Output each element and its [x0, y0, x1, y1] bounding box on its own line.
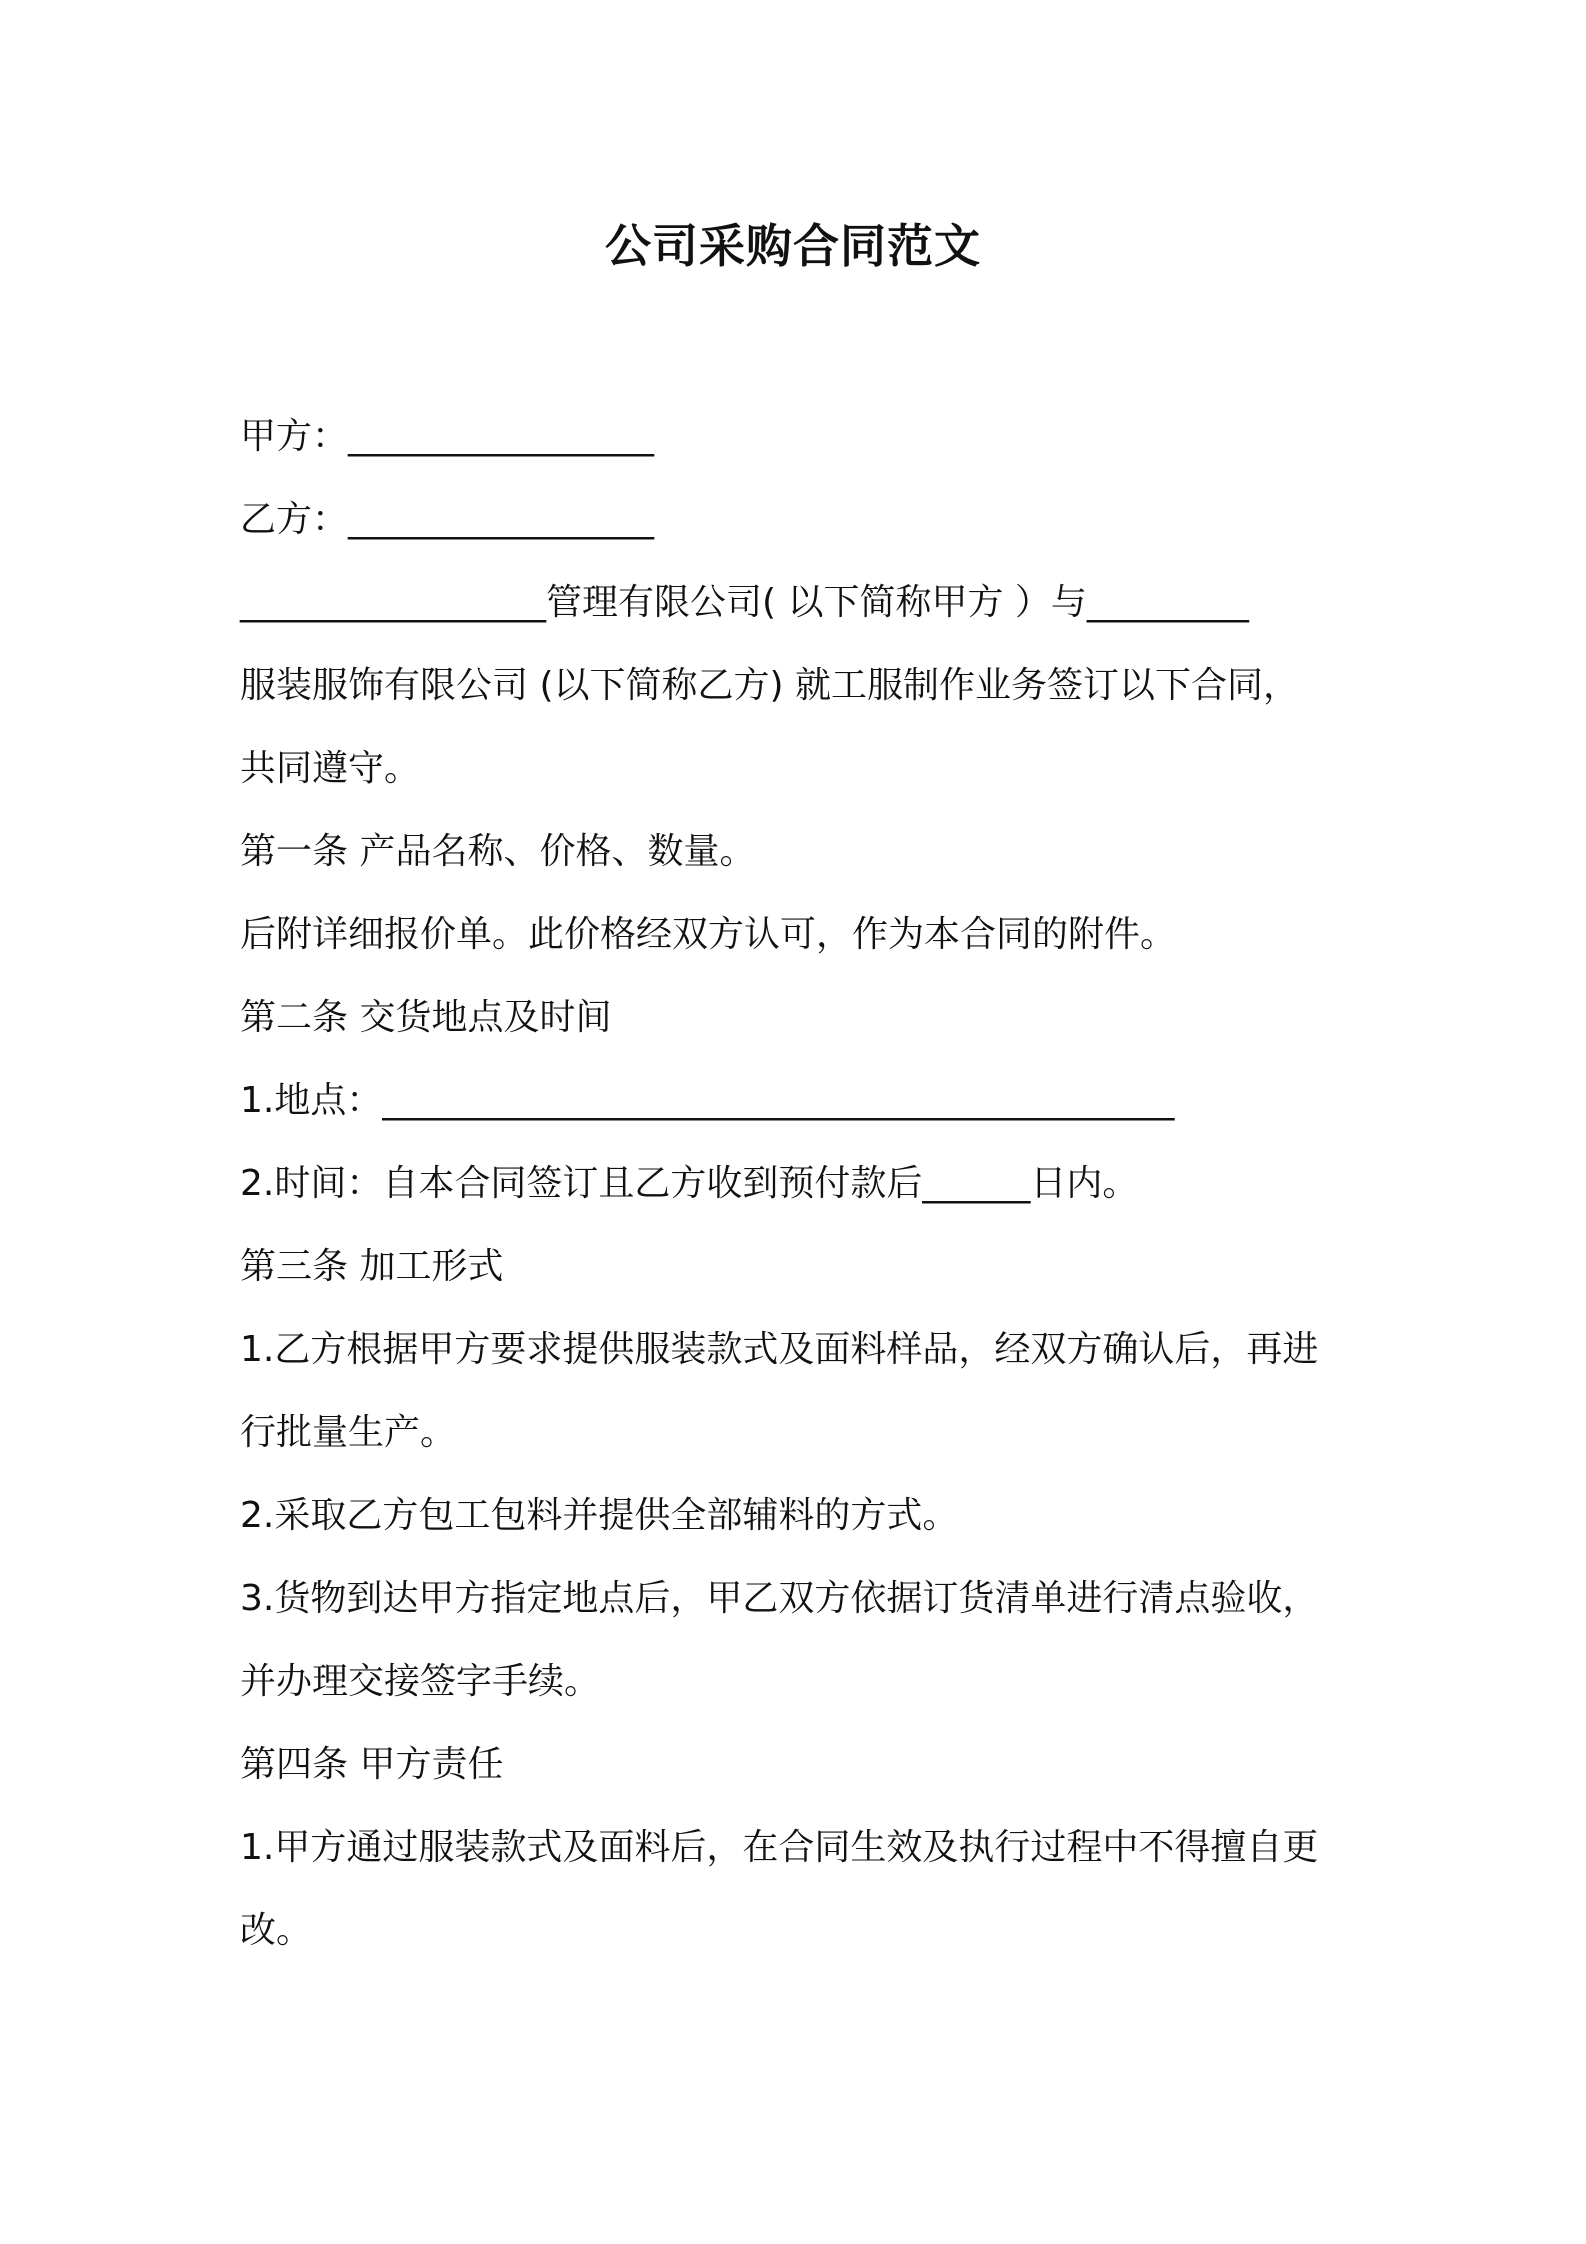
intro-line-1: _________________管理有限公司( 以下简称甲方 ）与_________ [240, 582, 1249, 623]
article-3-item-3-line-1: 3.货物到达甲方指定地点后，甲乙双方依据订货清单进行清点验收， [240, 1578, 1319, 1619]
article-1-text: 后附详细报价单。此价格经双方认可，作为本合同的附件。 [240, 914, 1177, 955]
article-3-item-2: 2.采取乙方包工包料并提供全部辅料的方式。 [240, 1495, 959, 1536]
article-3-item-1-line-2: 行批量生产。 [240, 1412, 457, 1453]
article-1-heading: 第一条 产品名称、价格、数量。 [240, 831, 756, 872]
intro-line-3: 共同遵守。 [240, 748, 421, 789]
delivery-location: 1.地点：____________________________________________ [240, 1080, 1175, 1121]
article-4-item-1-line-1: 1.甲方通过服装款式及面料后，在合同生效及执行过程中不得擅自更 [240, 1827, 1319, 1868]
article-2-heading: 第二条 交货地点及时间 [240, 997, 612, 1038]
article-4-heading: 第四条 甲方责任 [240, 1744, 504, 1785]
delivery-time: 2.时间：自本合同签订且乙方收到预付款后______日内。 [240, 1163, 1139, 1204]
article-3-item-1-line-1: 1.乙方根据甲方要求提供服装款式及面料样品，经双方确认后，再进 [240, 1329, 1319, 1370]
party-b-line: 乙方：_________________ [240, 499, 655, 540]
intro-line-2: 服装服饰有限公司 (以下简称乙方) 就工服制作业务签订以下合同， [240, 665, 1299, 706]
article-3-heading: 第三条 加工形式 [240, 1246, 504, 1287]
party-a-line: 甲方：_________________ [240, 416, 655, 457]
article-3-item-3-line-2: 并办理交接签字手续。 [240, 1661, 601, 1702]
article-4-item-1-line-2: 改。 [240, 1910, 313, 1951]
document-title: 公司采购合同范文 [605, 219, 981, 273]
